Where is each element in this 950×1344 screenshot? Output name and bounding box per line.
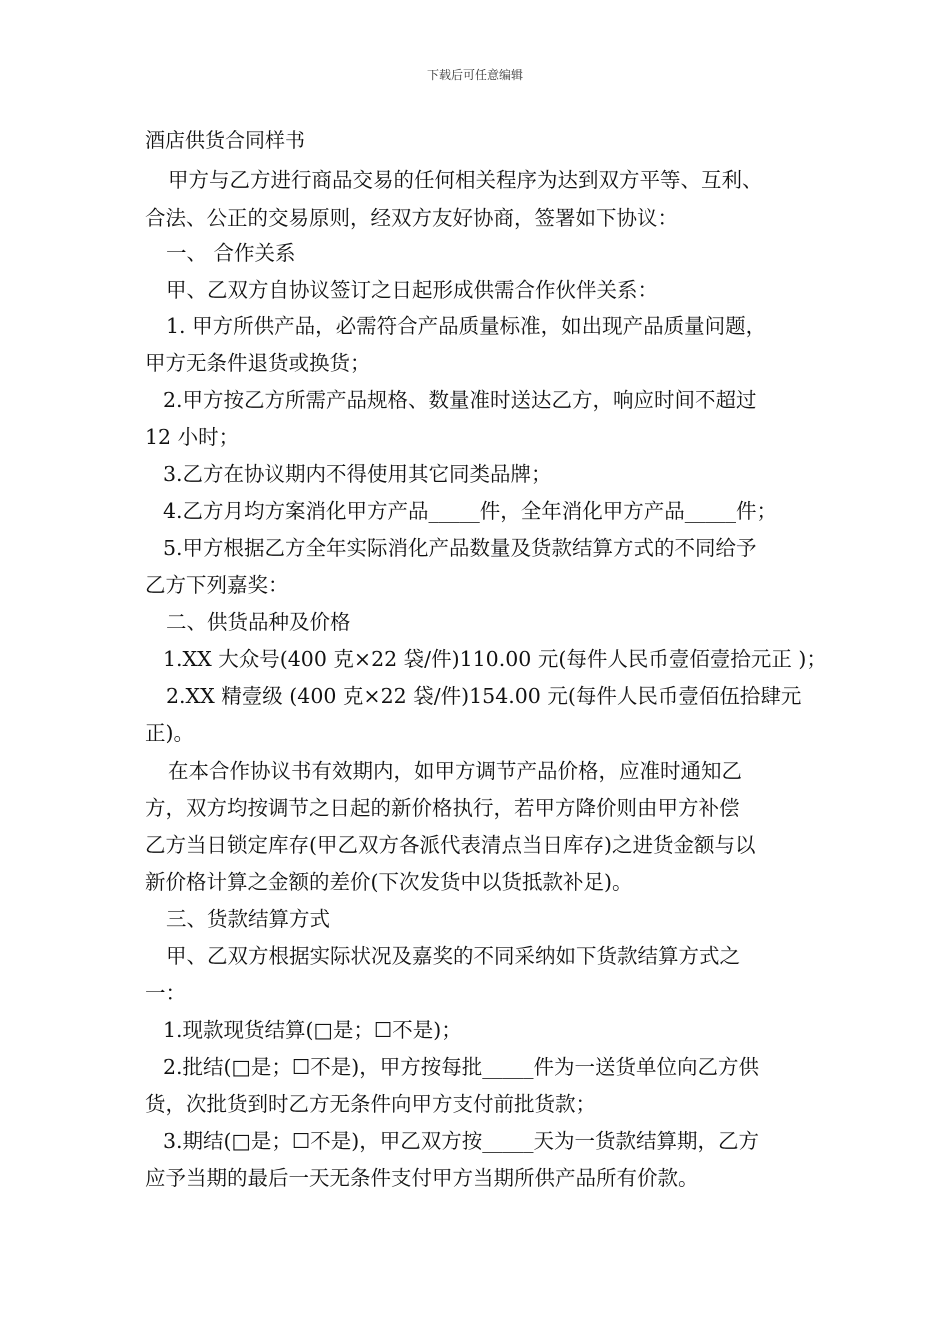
list-item: 1.现款现货结算(□是；☐不是)； [163,1018,462,1042]
section-heading: 一、 合作关系 [166,241,296,265]
paragraph-line: 新价格计算之金额的差价(下次发货中以货抵款补足)。 [145,870,633,894]
document-title: 酒店供货合同样书 [145,128,305,152]
list-item-continuation: 甲方无条件退货或换货； [145,351,371,375]
paragraph-line: 一： [145,981,186,1005]
list-item-continuation: 货，次批货到时乙方无条件向甲方支付前批货款； [145,1092,596,1116]
list-item-continuation: 12 小时； [145,425,240,449]
list-item: 2.XX 精壹级 (400 克×22 袋/件)154.00 元(每件人民币壹佰伍拾肆元 [166,684,802,708]
list-item: 1.XX 大众号(400 克×22 袋/件)110.00 元(每件人民币壹佰壹拾元正 )； [163,647,827,671]
paragraph-line: 在本合作协议书有效期内，如甲方调节产品价格，应准时通知乙 [168,759,742,783]
page-header: 下载后可任意编辑 [426,68,523,82]
list-item: 1. 甲方所供产品，必需符合产品质量标准，如出现产品质量问题， [166,314,767,338]
paragraph-line: 甲、乙双方自协议签订之日起形成供需合作伙伴关系： [166,278,658,302]
paragraph-line: 合法、公正的交易原则，经双方友好协商，签署如下协议： [145,206,678,230]
section-heading: 二、供货品种及价格 [166,610,351,634]
list-item: 2.甲方按乙方所需产品规格、数量准时送达乙方，响应时间不超过 [163,388,757,412]
list-item-continuation: 正)。 [145,721,194,745]
section-heading: 三、货款结算方式 [166,907,330,931]
list-item: 3.乙方在协议期内不得使用其它同类品牌； [163,462,552,486]
list-item: 3.期结(□是；☐不是)，甲乙双方按_____天为一货款结算期，乙方 [163,1129,760,1153]
paragraph-line: 乙方当日锁定库存(甲乙双方各派代表清点当日库存)之进货金额与以 [145,833,756,857]
paragraph-line: 甲、乙双方根据实际状况及嘉奖的不同采纳如下货款结算方式之 [166,944,740,968]
list-item: 4.乙方月均方案消化甲方产品_____件，全年消化甲方产品_____件； [163,499,778,523]
paragraph-line: 甲方与乙方进行商品交易的任何相关程序为达到双方平等、互利、 [168,168,763,192]
list-item: 5.甲方根据乙方全年实际消化产品数量及货款结算方式的不同给予 [163,536,757,560]
paragraph-line: 方，双方均按调节之日起的新价格执行，若甲方降价则由甲方补偿 [145,796,740,820]
list-item: 2.批结(□是；☐不是)，甲方按每批_____件为一送货单位向乙方供 [163,1055,760,1079]
list-item-continuation: 乙方下列嘉奖： [145,573,289,597]
list-item-continuation: 应予当期的最后一天无条件支付甲方当期所供产品所有价款。 [145,1166,699,1190]
